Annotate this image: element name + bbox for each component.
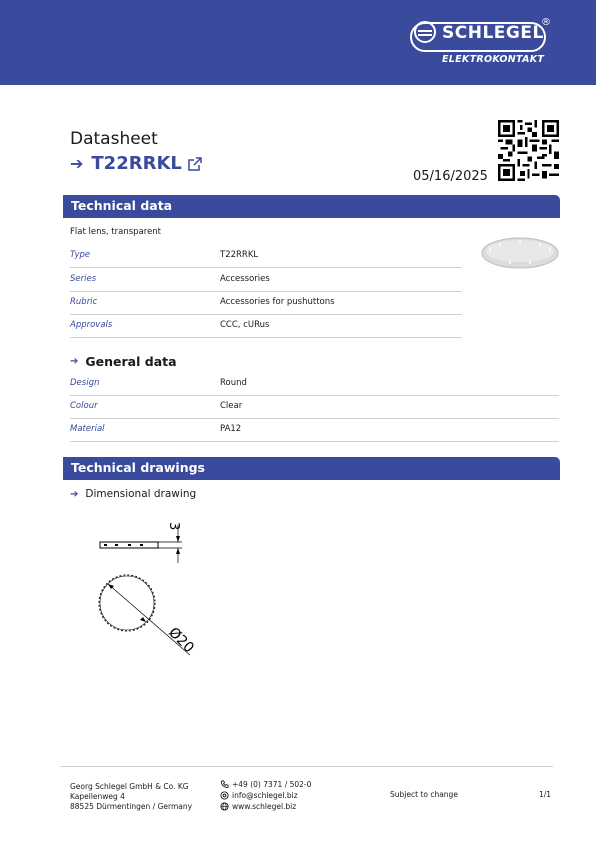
table-row: Series Accessories (70, 269, 462, 292)
brand-subtitle: ELEKTROKONTAKT (442, 54, 545, 65)
page-header (0, 0, 596, 85)
dimension-height-label: 3 (166, 522, 181, 531)
technical-drawings-header: Technical drawings (63, 457, 560, 480)
dimensional-drawing (90, 505, 220, 670)
footer-address: Georg Schlegel GmbH & Co. KG Kapellenweg 4 88525 Dürmentingen / Germany (70, 782, 193, 811)
table-row: Design Round (70, 373, 559, 396)
page-number: 1/1 (539, 790, 552, 799)
product-image (480, 235, 560, 271)
dimension-diameter-label: Ø20 (165, 624, 197, 657)
document-date: 05/16/2025 (413, 169, 488, 184)
table-row: Type T22RRKL (70, 245, 462, 268)
technical-data-header: Technical data (63, 195, 560, 218)
product-title[interactable] (70, 153, 202, 174)
product-code[interactable]: T22RRKL (91, 153, 182, 174)
globe-icon (220, 802, 229, 811)
footer-notice: Subject to change (390, 790, 458, 799)
footer-divider (60, 766, 553, 767)
registered-mark: ® (541, 17, 551, 28)
brand-name: SCHLEGEL (442, 23, 544, 43)
schlegel-logo (410, 18, 560, 68)
footer-website[interactable]: www.schlegel.biz (220, 801, 311, 812)
general-data-heading: ➔ General data (70, 354, 177, 369)
table-row: Material PA12 (70, 419, 559, 442)
product-description: Flat lens, transparent (70, 227, 162, 237)
qr-code[interactable] (498, 120, 559, 181)
footer-phone[interactable]: +49 (0) 7371 / 502-0 (220, 779, 311, 790)
table-row: Approvals CCC, cURus (70, 315, 462, 338)
logo-emblem-icon (414, 21, 436, 43)
footer-email[interactable]: info@schlegel.biz (220, 790, 311, 801)
external-link-icon[interactable] (188, 157, 202, 171)
document-title: Datasheet (70, 129, 158, 149)
dimensional-drawing-heading: ➔ Dimensional drawing (70, 488, 197, 500)
arrow-right-icon: ➔ (70, 488, 79, 500)
footer-contact (220, 779, 311, 812)
phone-icon (220, 780, 229, 789)
table-row: Colour Clear (70, 396, 559, 419)
arrow-right-icon: ➔ (70, 356, 79, 367)
arrow-right-icon: ➔ (70, 154, 84, 173)
table-row: Rubric Accessories for pushuttons (70, 292, 462, 315)
at-sign-icon (220, 791, 229, 800)
